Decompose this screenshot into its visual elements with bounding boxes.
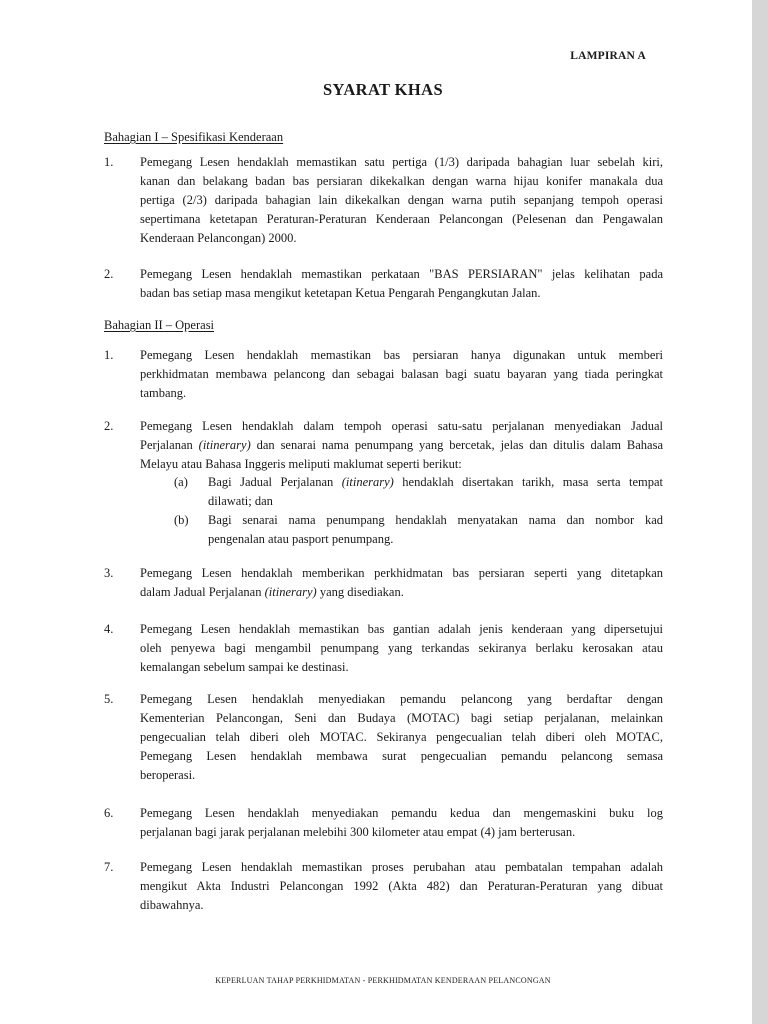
text-line: Pemegang Lesen hendaklah memastikan proses perubahan atau pembatalan tempahan adalah — [140, 860, 663, 874]
item-number: 2. — [104, 419, 114, 433]
text-line: Pemegang Lesen hendaklah memastikan bas gantian adalah jenis kenderaan yang dipersetujui — [140, 622, 663, 636]
subitem-label: (a) — [174, 475, 188, 489]
subitem-a — [208, 473, 663, 511]
text-line: Kenderaan Pelancongan) 2000. — [140, 231, 297, 245]
item-number: 4. — [104, 622, 114, 636]
text-line: Pemegang Lesen hendaklah memastikan satu pertiga (1/3) daripada bahagian luar sebelah kiri, — [140, 155, 663, 169]
text-line: pertiga (2/3) daripada bahagian lain dikekalkan dengan warna putih sepanjang tempoh operasi — [140, 193, 663, 207]
page-footer: KEPERLUAN TAHAP PERKHIDMATAN - PERKHIDMATAN KENDERAAN PELANCONGAN — [215, 976, 551, 985]
item-number: 5. — [104, 692, 114, 706]
text-line: Pemegang Lesen hendaklah memastikan bas persiaran hanya digunakan untuk memberi — [140, 348, 663, 362]
text-line: beroperasi. — [140, 768, 196, 782]
subitem-b — [208, 511, 663, 549]
text-line — [208, 473, 663, 492]
section-heading-1: Bahagian I – Spesifikasi Kenderaan — [104, 130, 284, 144]
text-segment: Perjalanan — [140, 438, 199, 452]
section2-item-5 — [140, 690, 663, 785]
italic-term: (itinerary) — [341, 475, 394, 489]
subitem-label: (b) — [174, 513, 189, 527]
section2-item-7 — [140, 858, 663, 915]
text-segment: yang disediakan. — [316, 585, 404, 599]
section2-item-3 — [140, 564, 663, 602]
section2-item-2 — [140, 417, 663, 474]
text-line: oleh penyewa bagi mengambil penumpang yang terkandas sekiranya berlaku kerosakan atau — [140, 641, 663, 655]
appendix-label: LAMPIRAN A — [570, 50, 646, 62]
text-line: Pemegang Lesen hendaklah menyediakan pemandu pelancong yang berdaftar dengan — [140, 692, 663, 706]
item-number: 1. — [104, 348, 114, 362]
text-line: Pemegang Lesen hendaklah membawa surat pengecualian pemandu pelancong semasa — [140, 749, 663, 763]
text-line: mengikut Akta Industri Pelancongan 1992 (Akta 482) dan Peraturan-Peraturan yang dibuat — [140, 879, 663, 893]
text-line: kemalangan sebelum sampai ke destinasi. — [140, 660, 349, 674]
italic-term: (itinerary) — [264, 585, 317, 599]
text-line: tambang. — [140, 386, 187, 400]
text-line: dibawahnya. — [140, 898, 204, 912]
item-number: 7. — [104, 860, 114, 874]
italic-term: (itinerary) — [198, 438, 251, 452]
text-line: badan bas setiap masa mengikut ketetapan Ketua Pengarah Pengangkutan Jalan. — [140, 286, 541, 300]
text-line: Melayu atau Bahasa Inggeris meliputi maklumat seperti berikut: — [140, 457, 462, 471]
text-line: Bagi senarai nama penumpang hendaklah menyatakan nama dan nombor kad — [208, 513, 663, 527]
text-segment: dan senarai nama penumpang yang bercetak, jelas dan ditulis dalam Bahasa — [250, 438, 663, 452]
text-segment: Bagi Jadual Perjalanan — [208, 475, 342, 489]
item-number: 1. — [104, 155, 114, 169]
text-line: sepertimana ketetapan Peraturan-Peraturan Kenderaan Pelancongan (Pelesenan dan Pengawalan — [140, 212, 663, 226]
text-line: Pemegang Lesen hendaklah memberikan perkhidmatan bas persiaran seperti yang ditetapkan — [140, 566, 663, 580]
text-line — [140, 436, 663, 455]
section1-item-2 — [140, 265, 663, 303]
text-line: dilawati; dan — [208, 494, 273, 508]
page-edge-divider — [752, 0, 768, 1024]
item-number: 3. — [104, 566, 114, 580]
section1-item-1 — [140, 153, 663, 248]
item-number: 6. — [104, 806, 114, 820]
text-line: Pemegang Lesen hendaklah memastikan perkataan "BAS PERSIARAN" jelas kelihatan pada — [140, 267, 663, 281]
text-line: pengenalan atau pasport penumpang. — [208, 532, 394, 546]
text-line: Kementerian Pelancongan, Seni dan Budaya (MOTAC) bagi setiap perjalanan, melainkan — [140, 711, 663, 725]
section-heading-2: Bahagian II – Operasi — [104, 318, 215, 332]
text-line: pengecualian telah diberi oleh MOTAC. Sekiranya pengecualian telah diberi oleh MOTAC, — [140, 730, 663, 744]
text-line: Pemegang Lesen hendaklah menyediakan pemandu kedua dan mengemaskini buku log — [140, 806, 663, 820]
item-number: 2. — [104, 267, 114, 281]
text-segment: dalam Jadual Perjalanan — [140, 585, 265, 599]
section2-item-4 — [140, 620, 663, 677]
text-line: perjalanan bagi jarak perjalanan melebihi 300 kilometer atau empat (4) jam berterusan. — [140, 825, 576, 839]
section2-item-6 — [140, 804, 663, 842]
text-segment: hendaklah disertakan tarikh, masa serta tempat — [393, 475, 663, 489]
text-line: Pemegang Lesen hendaklah dalam tempoh operasi satu-satu perjalanan menyediakan Jadual — [140, 419, 663, 433]
document-title: SYARAT KHAS — [322, 80, 444, 99]
text-line: kanan dan belakang badan bas persiaran dikekalkan dengan warna hijau konifer manakala dua — [140, 174, 663, 188]
text-line — [140, 583, 663, 602]
text-line: perkhidmatan membawa pelancong dan sebagai balasan bagi suatu bayaran yang tiada peringkat — [140, 367, 663, 381]
section2-item-1 — [140, 346, 663, 403]
